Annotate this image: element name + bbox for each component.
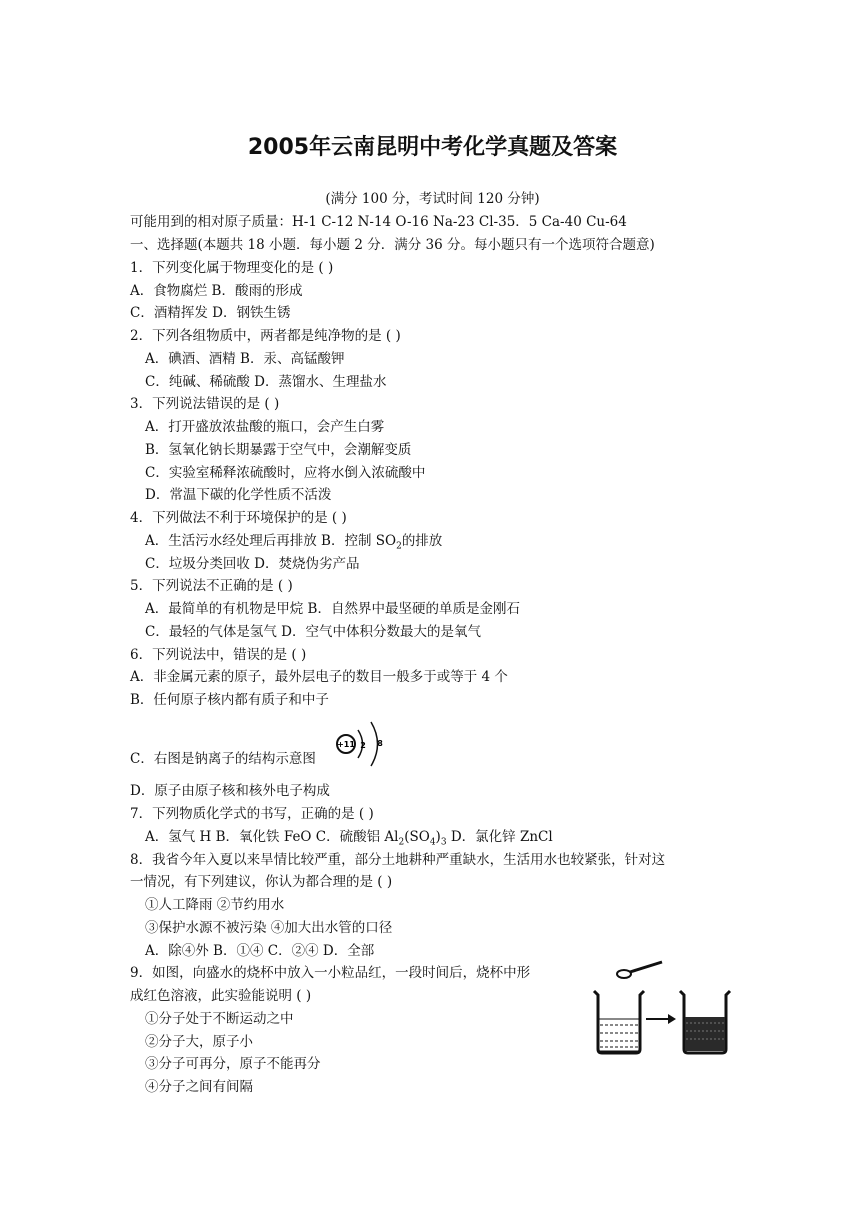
atomic-masses: 可能用到的相对原子质量：H-1 C-12 N-14 O-16 Na-23 Cl-35．5 Ca-40 Cu-64: [130, 214, 627, 230]
nucleus-charge: +11: [337, 740, 355, 749]
question-4: 4．下列做法不利于环境保护的是 ( ): [130, 510, 347, 526]
shell-1-electrons: 2: [360, 741, 366, 750]
q3-option-b: B．氢氧化钠长期暴露于空气中，会潮解变质: [145, 442, 412, 458]
sodium-ion-structure-diagram: [334, 718, 390, 770]
q6-option-b: B．任何原子核内都有质子和中子: [130, 692, 329, 708]
q2-options-cd: C．纯碱、稀硫酸 D．蒸馏水、生理盐水: [145, 374, 387, 390]
q3-option-c: C．实验室稀释浓硫酸时，应将水倒入浓硫酸中: [145, 465, 426, 481]
q8-suggestions-12: ①人工降雨 ②节约用水: [145, 897, 285, 913]
q8-suggestions-34: ③保护水源不被污染 ④加大出水管的口径: [145, 920, 393, 936]
exam-info: (满分 100 分，考试时间 120 分钟): [325, 191, 540, 207]
q1-options-ab: A．食物腐烂 B．酸雨的形成: [130, 283, 303, 299]
question-9-line-2: 成红色溶液，此实验能说明 ( ): [130, 988, 312, 1004]
q9-statement-1: ①分子处于不断运动之中: [145, 1011, 294, 1027]
question-6: 6．下列说法中，错误的是 ( ): [130, 647, 307, 663]
q3-option-d: D．常温下碳的化学性质不活泼: [145, 487, 332, 503]
q6-option-a: A．非金属元素的原子，最外层电子的数目一般多于或等于 4 个: [130, 669, 508, 685]
q6-option-d: D．原子由原子核和核外电子构成: [130, 783, 330, 799]
q5-options-cd: C．最轻的气体是氢气 D．空气中体积分数最大的是氧气: [145, 624, 481, 640]
q4-options-cd: C．垃圾分类回收 D．焚烧伪劣产品: [145, 556, 360, 572]
q2-options-ab: A．碘酒、酒精 B．汞、高锰酸钾: [145, 351, 345, 367]
question-7: 7．下列物质化学式的书写，正确的是 ( ): [130, 806, 374, 822]
q6-option-c: C．右图是钠离子的结构示意图: [130, 751, 316, 767]
q3-option-a: A．打开盛放浓盐酸的瓶口，会产生白雾: [145, 419, 385, 435]
question-3: 3．下列说法错误的是 ( ): [130, 396, 280, 412]
q5-options-ab: A．最简单的有机物是甲烷 B．自然界中最坚硬的单质是金刚石: [145, 601, 520, 617]
question-8-line-2: 一情况，有下列建议，你认为都合理的是 ( ): [130, 874, 393, 890]
question-9-line-1: 9．如图，向盛水的烧杯中放入一小粒品红，一段时间后，烧杯中形: [130, 965, 531, 981]
q9-statement-4: ④分子之间有间隔: [145, 1079, 253, 1095]
arrow-right-icon: [646, 1014, 676, 1024]
q4-options-ab: A．生活污水经处理后再排放 B．控制 $SO_2$的排放: [145, 533, 443, 552]
question-5: 5．下列说法不正确的是 ( ): [130, 578, 293, 594]
q1-options-cd: C．酒精挥发 D．钢铁生锈: [130, 305, 291, 321]
q7-options: A．氢气 H B．氧化铁 FeO C．硫酸铝 $Al_2(SO_4)_3$ D．氯化锌 ZnCl: [145, 829, 553, 848]
q9-statement-2: ②分子大，原子小: [145, 1034, 253, 1050]
question-1: 1．下列变化属于物理变化的是 ( ): [130, 260, 334, 276]
page-title: 2005年云南昆明中考化学真题及答案: [247, 135, 618, 160]
beaker-after-icon: [680, 991, 730, 1053]
question-8-line-1: 8．我省今年入夏以来旱情比较严重，部分土地耕种严重缺水，生活用水也较紧张，针对这: [130, 852, 666, 868]
q9-statement-3: ③分子可再分，原子不能再分: [145, 1056, 321, 1072]
shell-2-electrons: 8: [377, 739, 383, 748]
q8-options: A．除④外 B．①④ C．②④ D．全部: [145, 943, 375, 959]
question-2: 2．下列各组物质中，两者都是纯净物的是 ( ): [130, 328, 401, 344]
beaker-experiment-figure: [590, 955, 740, 1060]
section-heading: 一、选择题(本题共 18 小题．每小题 2 分．满分 36 分。每小题只有一个选项符合题意): [130, 237, 655, 253]
beaker-before-icon: [594, 991, 644, 1053]
spoon-icon: [617, 962, 662, 978]
